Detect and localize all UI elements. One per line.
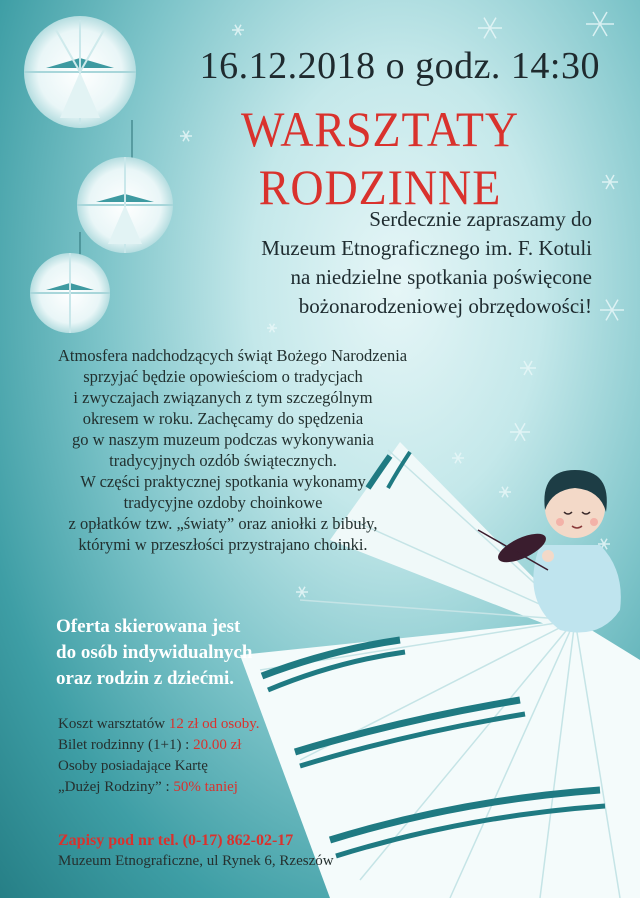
cost-info xyxy=(58,714,318,798)
snowflake-icon xyxy=(232,25,244,35)
snowflake-icon xyxy=(600,300,624,321)
snowflake-icon xyxy=(602,175,618,189)
paper-ornament-2-icon xyxy=(77,157,173,253)
description-line: go w naszym muzeum podczas wykonywania xyxy=(72,430,374,449)
family-ticket-label: Bilet rodzinny (1+1) : xyxy=(58,737,190,753)
contact-info xyxy=(58,830,378,872)
description-line: którymi w przeszłości przystrajano choinki. xyxy=(78,535,368,554)
description-text xyxy=(58,345,408,555)
family-card-discount-line xyxy=(58,777,318,798)
family-card-label: „Dużej Rodziny” : xyxy=(58,779,170,795)
description-line: sprzyjać będzie opowieściom o tradycjach xyxy=(83,367,363,386)
family-ticket-line xyxy=(58,735,318,756)
invitation-text xyxy=(192,205,592,321)
snowflake-icon xyxy=(499,487,511,497)
description-line: Atmosfera nadchodzących świąt Bożego Narodzenia xyxy=(58,346,408,365)
snowflake-icon xyxy=(478,18,502,39)
snowflake-icon xyxy=(296,587,308,597)
description-line: i zwyczajach związanych z tym szczególnym xyxy=(73,388,373,407)
museum-address: Muzeum Etnograficzne, ul Rynek 6, Rzeszów xyxy=(58,853,334,869)
workshop-cost-value: 12 zł od osoby. xyxy=(168,716,260,732)
event-datetime: 16.12.2018 o godz. 14:30 xyxy=(199,45,600,87)
family-card-discount-value: 50% taniej xyxy=(173,779,238,795)
snowflake-icon xyxy=(452,453,464,463)
invitation-line: bożonarodzeniowej obrzędowości! xyxy=(298,294,592,318)
registration-phone: Zapisy pod nr tel. (0-17) 862-02-17 xyxy=(58,832,294,849)
paper-ornament-3-icon xyxy=(30,253,110,333)
description-line: W części praktycznej spotkania wykonamy xyxy=(80,472,366,491)
offer-line: oraz rodzin z dziećmi. xyxy=(56,668,234,689)
family-ticket-value: 20.00 zł xyxy=(193,737,242,753)
snowflake-icon xyxy=(267,324,277,333)
offer-line: do osób indywidualnych xyxy=(56,642,253,663)
invitation-line: Serdecznie zapraszamy do xyxy=(369,207,592,231)
invitation-line: na niedzielne spotkania poświęcone xyxy=(290,265,592,289)
event-title: WARSZTATY RODZINNE xyxy=(240,101,520,215)
description-line: z opłatków tzw. „światy” oraz aniołki z bibuły, xyxy=(68,514,378,533)
snowflake-icon xyxy=(586,12,614,36)
offer-text xyxy=(56,614,256,692)
workshop-cost-line xyxy=(58,714,318,735)
description-line: tradycyjne ozdoby choinkowe xyxy=(123,493,323,512)
snowflake-icon xyxy=(510,423,530,440)
workshop-cost-label: Koszt warsztatów xyxy=(58,716,166,732)
family-card-line: Osoby posiadające Kartę xyxy=(58,758,208,774)
invitation-line: Muzeum Etnograficznego im. F. Kotuli xyxy=(261,236,592,260)
snowflake-icon xyxy=(520,361,536,375)
description-line: okresem w roku. Zachęcamy do spędzenia xyxy=(82,409,364,428)
description-line: tradycyjnych ozdób świątecznych. xyxy=(109,451,337,470)
offer-line: Oferta skierowana jest xyxy=(56,616,241,637)
paper-ornament-1-icon xyxy=(24,16,136,128)
